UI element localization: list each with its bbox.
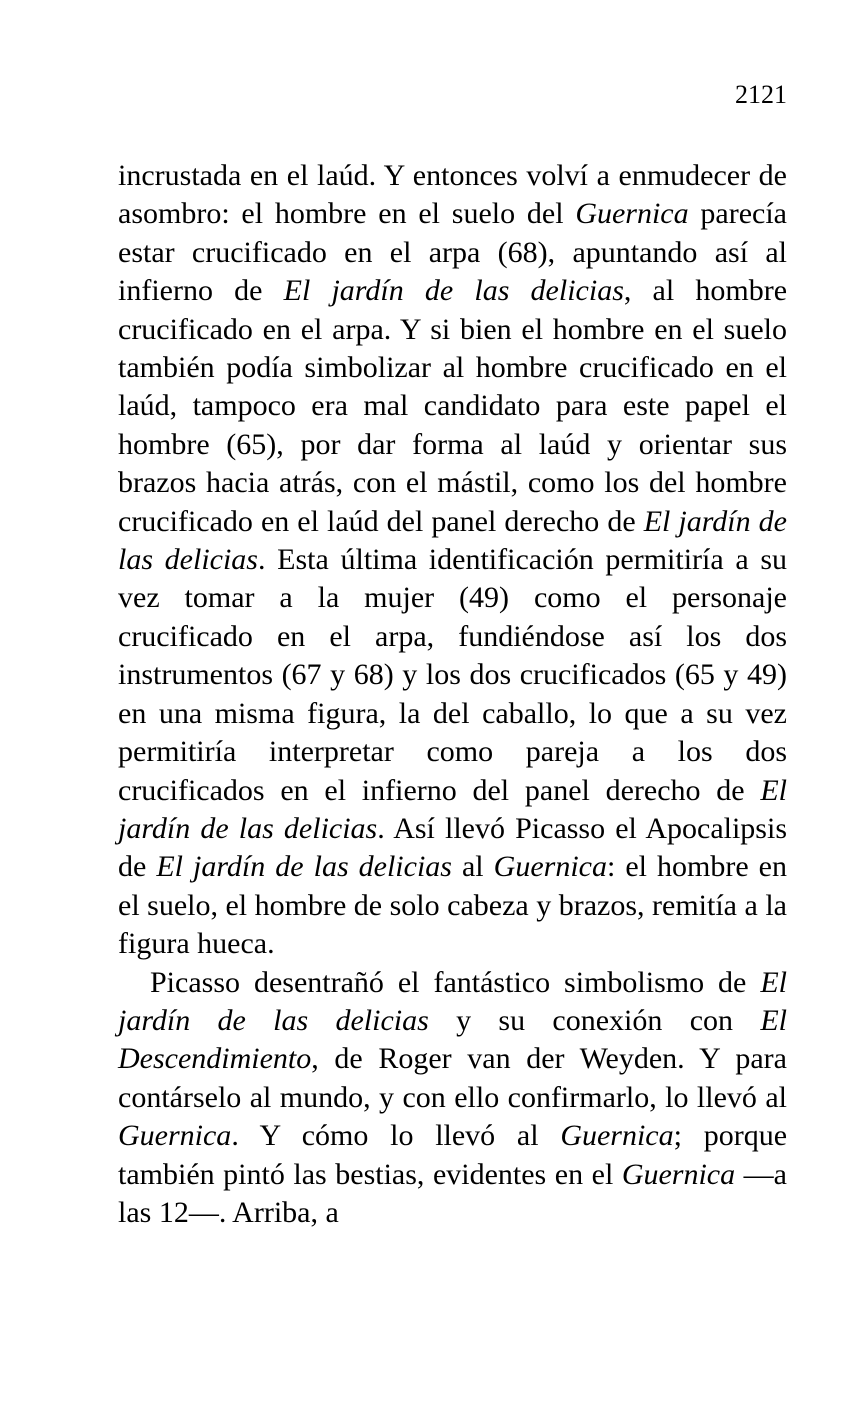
page-number: 2121 — [735, 80, 787, 109]
text-run: , al hombre crucificado en el arpa. Y si bien el hombre en el suelo también podía simbolizar al hombre crucificado en el laúd, tampoco era mal candidato para este papel el hombre (65), por dar forma al laúd y orientar sus brazos hacia atrás, con el mástil, como los del hombre crucificado en el laúd del panel derecho de — [118, 274, 788, 538]
italic-title: Guernica — [560, 1119, 674, 1153]
italic-title: El jardín de las delicias — [118, 773, 787, 845]
italic-title: El jardín de las delicias — [118, 965, 787, 1037]
text-run: . Así llevó Picasso el Apocalipsis de — [118, 811, 787, 884]
text-run: . Esta última identificación permitiría a su vez tomar a la mujer (49) como el personaje crucificado en el arpa, fundiéndose así los dos instrumentos (67 y 68) y los dos crucificados (65 y 49) en una misma figura, la del caballo, lo que a su vez permitiría interpretar como pareja a los dos crucificados en el infierno del panel derecho de — [118, 543, 787, 807]
italic-title: El jardín de las delicias — [283, 274, 624, 308]
text-run: Picasso desentrañó el fantástico simbolismo de — [150, 965, 761, 999]
text-run: : el hombre en el suelo, el hombre de solo cabeza y brazos, remitía a la figura hueca. — [118, 850, 787, 961]
text-run: . Y cómo lo llevó al — [231, 1119, 561, 1153]
text-run: y su conexión con — [428, 1003, 761, 1037]
italic-title: El jardín de las delicias — [118, 504, 787, 577]
italic-title: El jardín de las delicias — [156, 850, 452, 884]
text-run: —a las 12—. Arriba, a — [118, 1157, 787, 1229]
italic-title: El Descendimiento — [118, 1003, 787, 1076]
text-run: , de Roger van der Weyden. Y para contárselo al mundo, y con ello confirmarlo, lo llevó al — [118, 1042, 787, 1114]
text-run: incrustada en el laúd. Y entonces volví a enmudecer de asombro: el hombre en el suelo del — [118, 159, 787, 231]
paragraph-1 — [118, 157, 787, 964]
italic-title: Guernica — [621, 1157, 736, 1191]
italic-title: Guernica — [493, 850, 607, 884]
text-run: ; porque también pintó las bestias, evidentes en el — [118, 1119, 788, 1191]
body-text — [118, 157, 787, 1232]
text-run: al — [451, 850, 494, 884]
paragraph-2 — [118, 964, 787, 1233]
italic-title: Guernica — [118, 1119, 232, 1153]
italic-title: Guernica — [575, 197, 689, 231]
text-run: parecía estar crucificado en el arpa (68), apuntando así al infierno de — [118, 197, 787, 308]
